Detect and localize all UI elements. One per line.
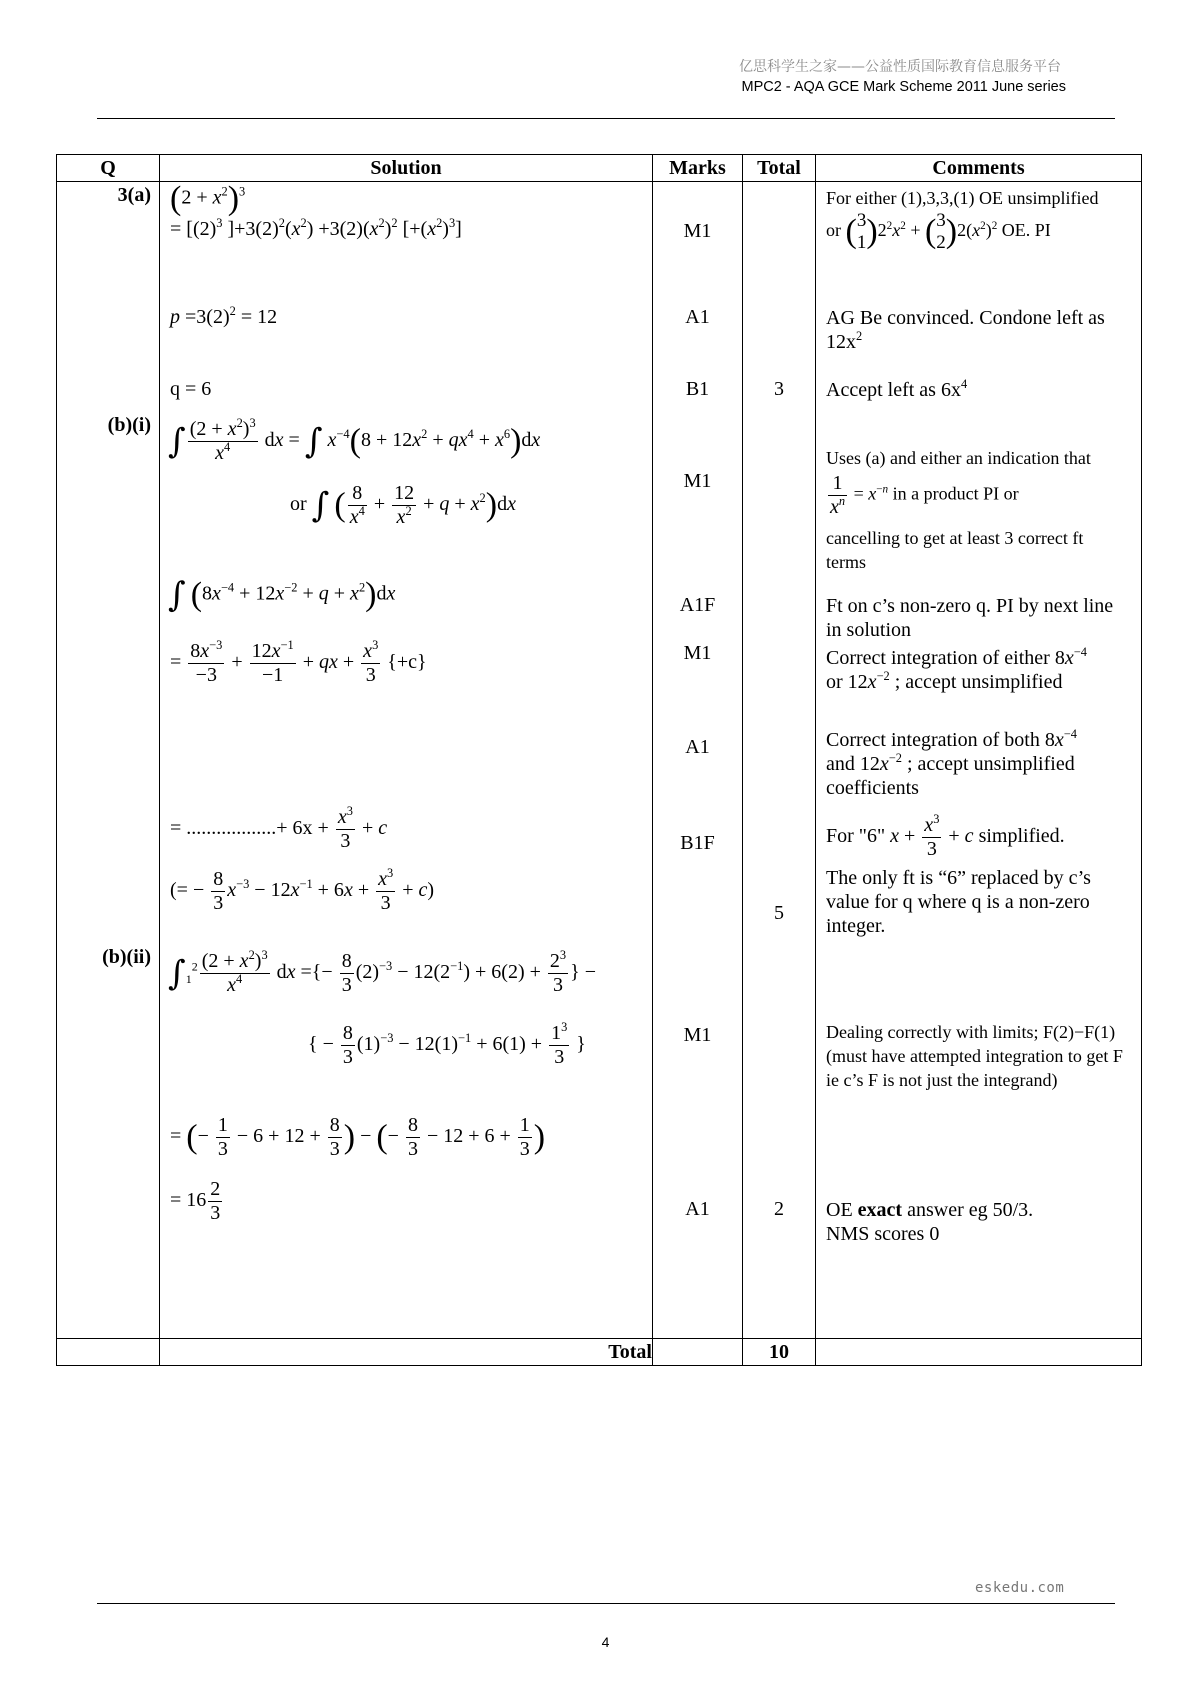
comment-1-line2: or (3 $1)2^2x^2 + (3$ $2)2(x^2)^2$ OE. PI — [826, 210, 1051, 253]
comment-8-text: simplified. — [978, 825, 1065, 848]
dots-text: = ..................+ 6x + — [170, 817, 329, 840]
comment-11-oe: OE — [826, 1199, 853, 1221]
expr-expansion: = [$(2)^3$ ]$+3(2)^2(x^2) +3(2)(x^2)^2$ $[+(x^2)^3]$ — [170, 215, 462, 240]
header-chinese-title: 亿思科学生之家——公益性质国际教育信息服务平台 — [739, 59, 1061, 75]
comment-3-text: Accept left as 6x — [826, 379, 961, 401]
total-bi: 5 — [774, 902, 784, 924]
expr-substituted: = (− $\frac{1}{3}$ − 6 + 12 + $\frac{8}{3}$ ) − (− $\frac{8}{3}$ − 12 + 6 + $\frac{1}{3}$ ) — [170, 1114, 546, 1160]
comment-4-line3: cancelling to get at least 3 correct ft terms — [826, 528, 1084, 572]
constant-term: {+c} — [387, 651, 427, 674]
comment-6: Correct integration of either $8x^{-4}$ or $12x^{-2}$ ; accept unsimplified — [826, 644, 1087, 693]
expr-final-answer: = 16 $\frac{2}{3}$ — [170, 1178, 221, 1224]
table-total-row — [57, 1339, 1142, 1366]
mark-a1-a: A1 — [685, 306, 710, 328]
expr-full-antiderivative: (= − $\frac{8}{3}$ $x^{-3} - 12x^{-1} + 6x$ + $\frac{x^3}{3}$ + c) — [170, 865, 435, 914]
comments-column — [816, 182, 1141, 1338]
mark-a1f-bi: A1F — [679, 594, 716, 616]
table-body-row — [57, 182, 1142, 1339]
total-value: 10 — [743, 1339, 816, 1366]
comment-2-text: AG Be convinced. Condone left as 12x — [826, 307, 1105, 353]
comment-3: Accept left as $6x^4$ — [826, 376, 968, 401]
col-header-q: Q — [57, 155, 160, 182]
comment-5: Ft on c’s non-zero q. PI by next line in solution — [826, 595, 1114, 641]
mark-a1-bi: A1 — [685, 736, 710, 758]
expr-p-value: $p =3(2)^2 = 12$ — [170, 303, 278, 328]
comment-11-exact: exact — [857, 1199, 903, 1221]
comment-4-tail: in a product PI or — [892, 483, 1019, 504]
col-header-comments: Comments — [816, 155, 1142, 182]
expr-integrated: = $\frac{8x^{-3}}{-3}$ + $\frac{12x^{-1}}{-1}$ + qx + $\frac{x^3}{3}$ {+c} — [170, 637, 427, 686]
comment-4-line1: Uses (a) and either an indication that — [826, 448, 1091, 468]
expr-integral-negative-powers: ∫ $(8x^{-4} + 12x^{-2} + q + x^2)dx$ — [168, 575, 396, 615]
comment-9: The only ft is “6” replaced by c’s value for q where q is a non-zero integer. — [826, 867, 1091, 937]
mark-m1-bii: M1 — [683, 1024, 712, 1046]
total-a: 3 — [774, 378, 784, 400]
footer-rule — [97, 1603, 1115, 1604]
q-label-bii: (b)(ii) — [102, 946, 151, 968]
q-label-bi: (b)(i) — [107, 414, 151, 436]
comment-1-tail: OE. PI — [1001, 220, 1051, 241]
mark-b1-a: B1 — [685, 378, 710, 400]
comment-7-text-b: ; accept unsimplified coefficients — [826, 753, 1075, 799]
expr-q-value: q = 6 — [170, 378, 212, 400]
mark-scheme-table — [56, 154, 1142, 1366]
col-header-solution: Solution — [160, 155, 653, 182]
comment-10: Dealing correctly with limits; F(2)−F(1) (must have attempted integration to get F ie c’s F is not just the integrand) — [826, 1022, 1123, 1090]
or-label: or — [290, 493, 307, 516]
header-document-title: MPC2 - AQA GCE Mark Scheme 2011 June series — [741, 79, 1066, 95]
comment-6-text-a: Correct integration of either — [826, 647, 1050, 669]
comment-4-line2: $\frac{1}{x^n}$ = $x^{-n}$ in a product PI or — [830, 472, 1019, 518]
watermark-text: eskedu.com — [975, 1580, 1065, 1596]
mark-m1-a: M1 — [683, 220, 712, 242]
comment-7: Correct integration of both $8x^{-4}$ and $12x^{-2}$ ; accept unsimplified coefficients — [826, 726, 1077, 799]
mark-m1-bi-2: M1 — [683, 642, 712, 664]
expr-integral-setup: ∫ $\frac{(2 + x^2)^3}{x^4}$ dx = ∫ $x^{-4}(8 + 12x^2 + qx^4 + x^6)dx$ — [168, 415, 541, 464]
comment-8: For "6" x + $\frac{x^3}{3}$ + c simplified. — [826, 811, 1065, 860]
mark-a1-bii: A1 — [685, 1198, 710, 1220]
total-column — [743, 182, 815, 1338]
solution-column — [160, 182, 652, 1338]
final-answer-prefix: = 16 — [170, 1189, 207, 1212]
expr-dots-line: = ..................+ 6x + $\frac{x^3}{3}$ + c — [170, 803, 388, 852]
comment-11-text: answer eg 50/3. — [907, 1199, 1034, 1221]
expr-definite-integral: $\int_1^2$ $\frac{(2 + x^2)^3}{x^4}$ dx ={− $\frac{8}{3}$ $(2)^{-3} - 12(2^{-1}) + 6(2)$ + $\frac{2^3}{3}$ } − — [168, 947, 596, 996]
total-label: Total — [160, 1339, 653, 1366]
expr-integral-alt: or ∫ ( $\frac{8}{x^4}$ + $\frac{12}{x^2}$ + $q + x^2)dx$ — [290, 482, 516, 528]
comment-2: AG Be convinced. Condone left as $12x^2$ — [826, 307, 1105, 353]
expr-lower-limit: { − $\frac{8}{3}$ $(1)^{-3} - 12(1)^{-1} + 6(1)$ + $\frac{1^3}{3}$ } — [308, 1019, 586, 1068]
page-number: 4 — [601, 1634, 610, 1650]
q-label-3a: 3(a) — [117, 184, 151, 206]
total-bii: 2 — [774, 1198, 784, 1220]
col-header-total: Total — [743, 155, 816, 182]
comment-7-text-a: Correct integration of both — [826, 729, 1040, 751]
mark-m1-bi: M1 — [683, 470, 712, 492]
comment-11-nms: NMS scores 0 — [826, 1223, 940, 1245]
comment-6-text-b: ; accept unsimplified — [894, 671, 1063, 693]
marks-column — [653, 182, 742, 1338]
col-header-marks: Marks — [653, 155, 743, 182]
expr-binomial: $(2 + x^2)^3$ — [170, 180, 246, 217]
comment-11 — [826, 1198, 1126, 1246]
q-column — [57, 182, 159, 1338]
header-rule — [97, 118, 1115, 119]
table-header-row — [57, 155, 1142, 182]
mark-b1f-bi: B1F — [680, 832, 715, 854]
comment-1-line1: For either (1),3,3,(1) OE unsimplified — [826, 188, 1099, 208]
